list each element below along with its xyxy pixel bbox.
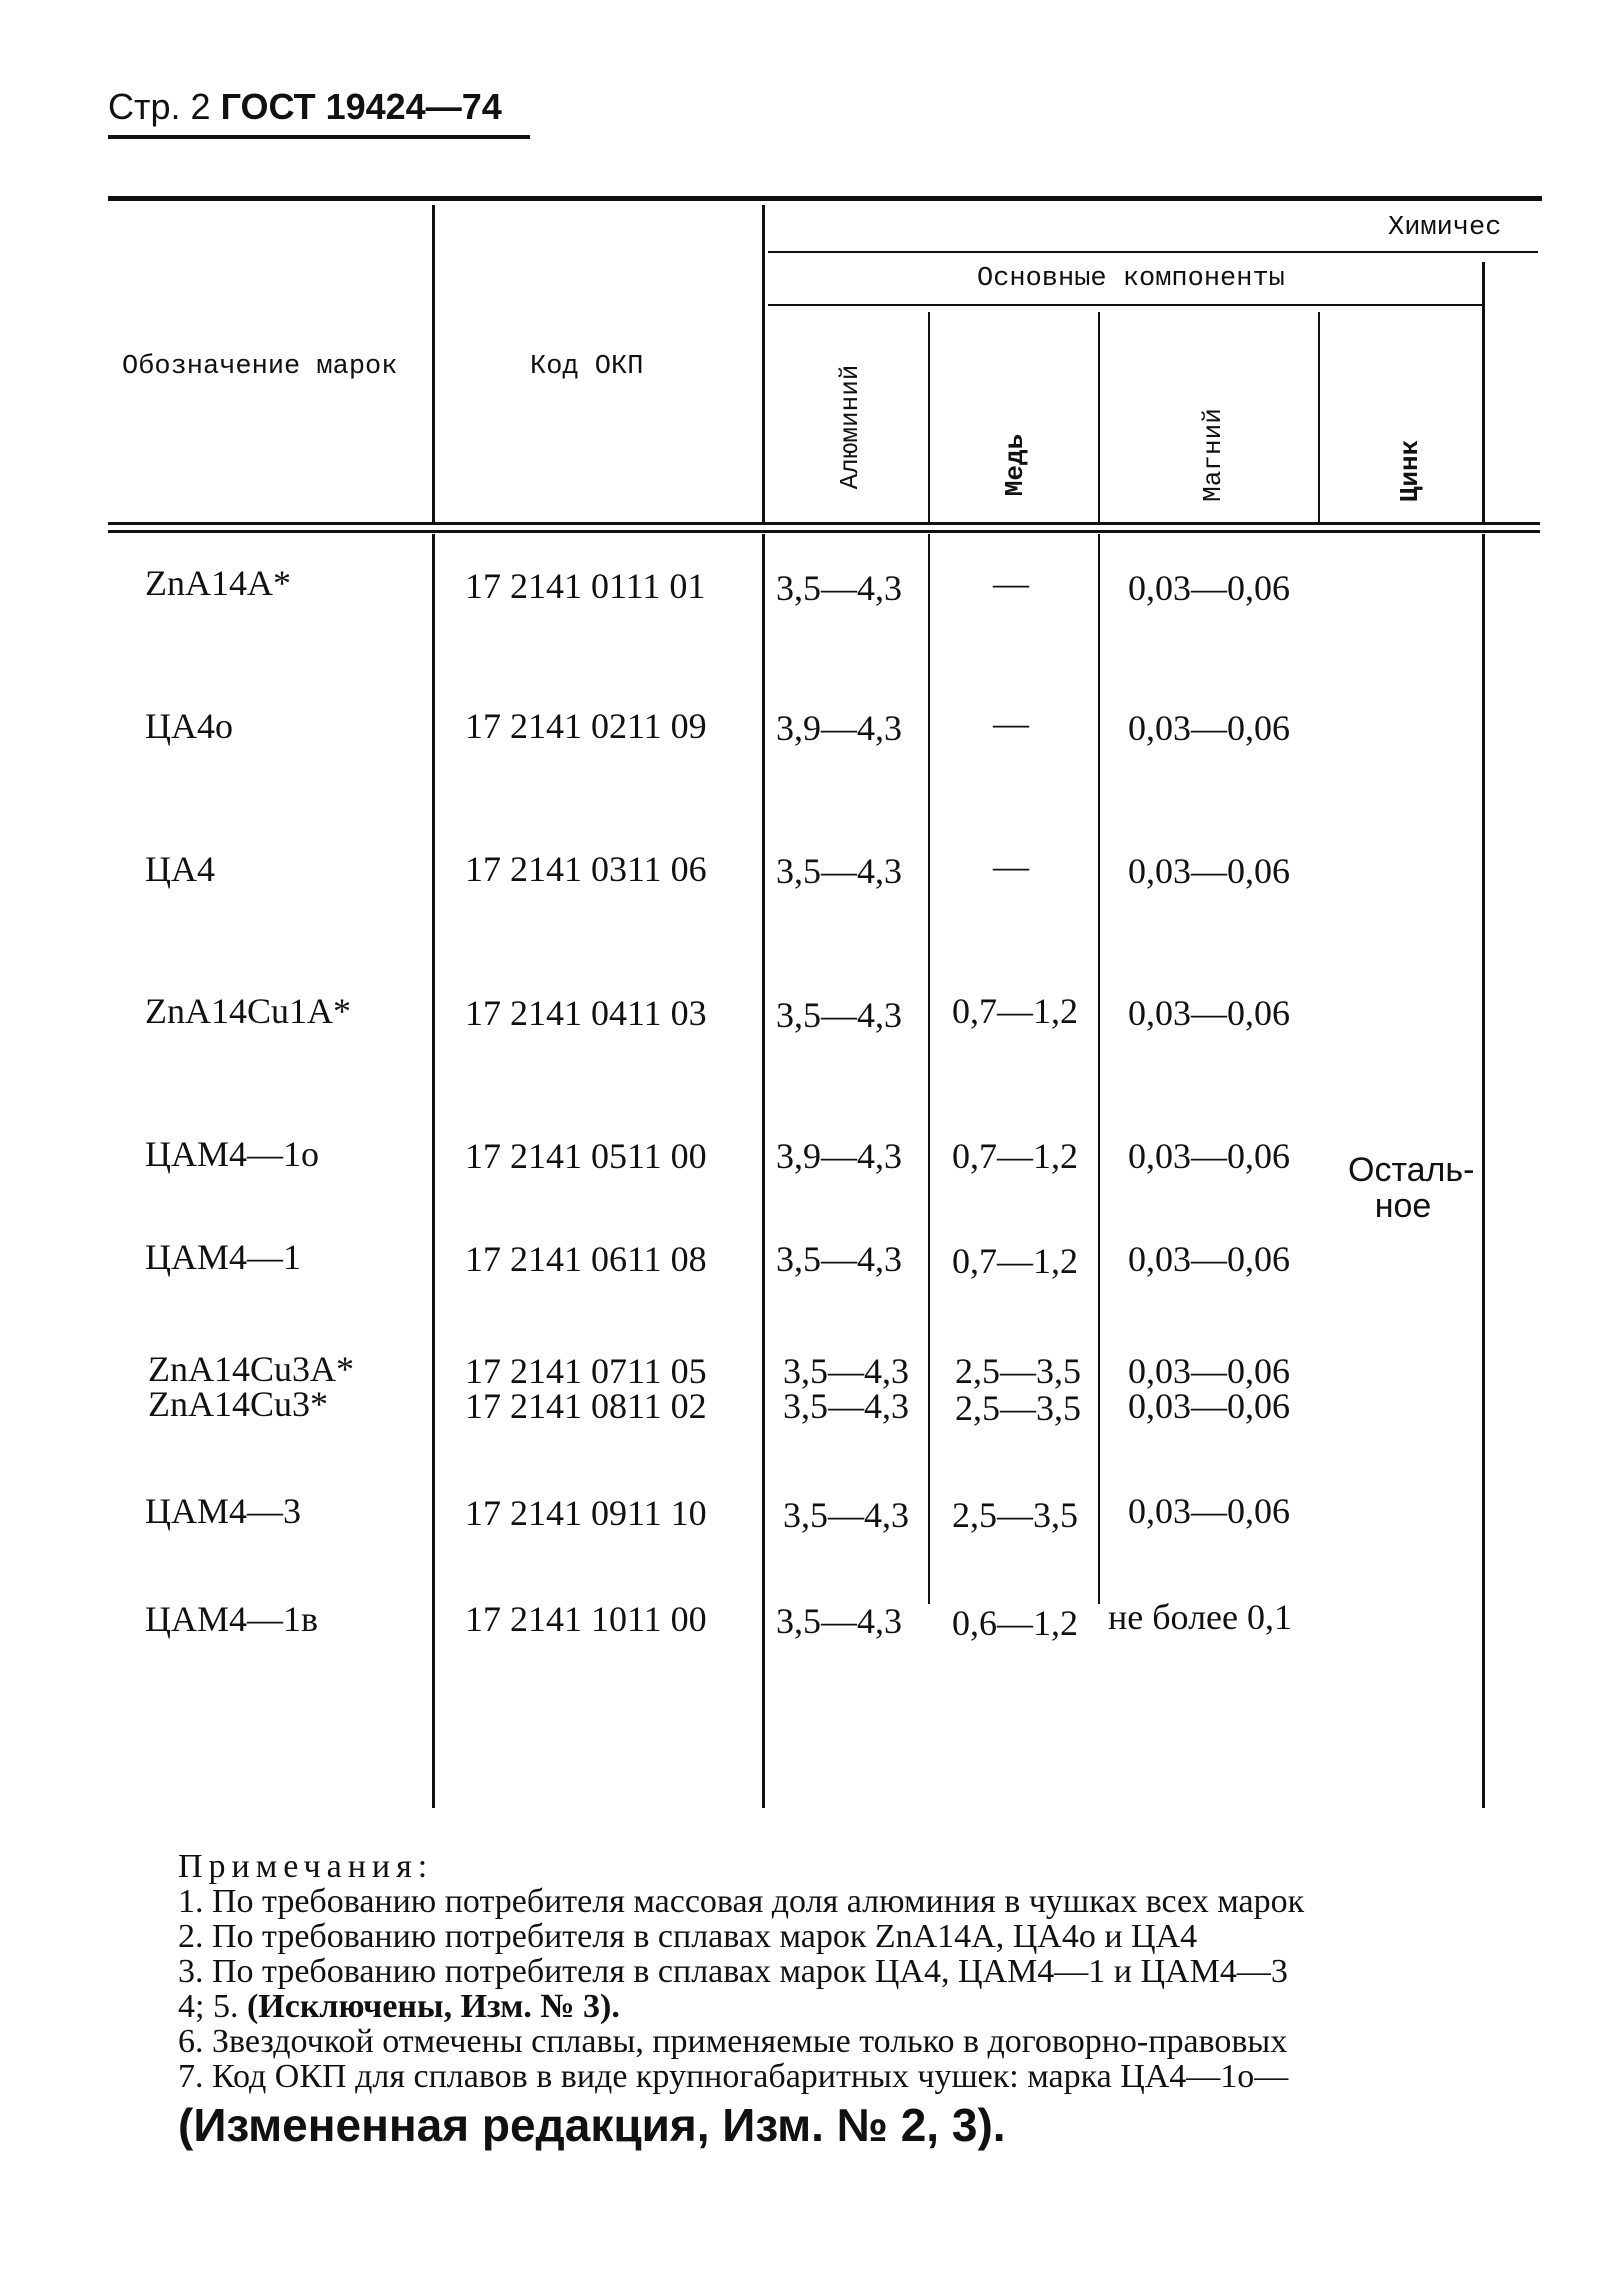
cell-okp-1: 17 2141 0211 09 [465,706,707,746]
cell-grade-2: ЦА4 [145,849,215,889]
cell-mg-5: 0,03—0,06 [1128,1239,1290,1279]
cell-cu-1: — [993,703,1029,743]
note-4-prefix: 4; 5. [178,1988,247,2025]
col-divider-cu-mg-body [1098,534,1100,1604]
cell-grade-7: ZnA14Cu3* [148,1384,328,1424]
cell-cu-0: — [993,563,1029,603]
table-top-rule [108,196,1542,201]
cell-mg-6: 0,03—0,06 [1128,1351,1290,1391]
col-divider-mg-zn [1318,312,1320,525]
col-divider-grade-okp-body [432,534,435,1808]
cell-mg-9: не более 0,1 [1108,1597,1293,1637]
cell-cu-4: 0,7—1,2 [952,1136,1078,1176]
header-okp: Код ОКП [530,352,644,382]
cell-al-3: 3,5—4,3 [776,995,902,1035]
cell-grade-6: ZnA14Cu3A* [148,1349,354,1389]
cell-mg-3: 0,03—0,06 [1128,993,1290,1033]
col-divider-okp-chem-body [762,534,765,1808]
page-number: Стр. 2 [108,86,211,127]
cell-okp-3: 17 2141 0411 03 [465,993,707,1033]
zinc-value-line1: Осталь- [1348,1151,1475,1189]
cell-okp-8: 17 2141 0911 10 [465,1493,707,1533]
header-chemical: Химичес [1388,213,1502,243]
cell-grade-3: ZnA14Cu1A* [145,991,351,1031]
cell-mg-2: 0,03—0,06 [1128,851,1290,891]
header-bottom-rule-1 [108,522,1540,525]
cell-al-1: 3,9—4,3 [776,708,902,748]
cell-cu-3: 0,7—1,2 [952,991,1078,1031]
chem-subrule [768,251,1538,253]
cell-al-8: 3,5—4,3 [783,1495,909,1535]
note-6: 6. Звездочкой отмечены сплавы, применяемые только в договорно-правовых [178,2023,1288,2060]
header-zinc: Цинк [1395,439,1425,503]
revision-note: (Измененная редакция, Изм. № 2, 3). [178,2099,1006,2151]
note-4 [178,1988,620,2026]
cell-grade-5: ЦАМ4—1 [145,1237,302,1277]
header-grade: Обозначение марок [122,352,398,382]
note-2: 2. По требованию потребителя в сплавах марок ZnA14A, ЦА4о и ЦА4 [178,1918,1198,1955]
cell-cu-6: 2,5—3,5 [955,1351,1081,1391]
zinc-value [1348,1151,1475,1225]
cell-grade-9: ЦАМ4—1в [145,1599,319,1639]
header-bottom-rule-2 [108,530,1540,533]
cell-al-4: 3,9—4,3 [776,1136,902,1176]
cell-grade-8: ЦАМ4—3 [145,1491,302,1531]
header-copper: Медь [1000,433,1030,497]
header-magnesium: Магний [1198,408,1228,502]
cell-cu-2: — [993,846,1029,886]
cell-okp-6: 17 2141 0711 05 [465,1351,707,1391]
cell-okp-2: 17 2141 0311 06 [465,849,707,889]
cell-cu-5: 0,7—1,2 [952,1241,1078,1281]
col-divider-okp-chem [762,205,765,525]
main-components-rule [768,304,1482,306]
cell-mg-7: 0,03—0,06 [1128,1386,1290,1426]
cell-cu-8: 2,5—3,5 [952,1495,1078,1535]
header-underline [108,135,530,139]
note-3: 3. По требованию потребителя в сплавах марок ЦА4, ЦАМ4—1 и ЦАМ4—3 [178,1953,1288,1990]
cell-okp-4: 17 2141 0511 00 [465,1136,707,1176]
zinc-value-line2: ное [1374,1187,1432,1225]
note-1: 1. По требованию потребителя массовая доля алюминия в чушках всех марок [178,1883,1305,1920]
cell-al-2: 3,5—4,3 [776,851,902,891]
col-divider-al-cu-body [928,534,930,1604]
cell-mg-1: 0,03—0,06 [1128,708,1290,748]
cell-mg-0: 0,03—0,06 [1128,568,1290,608]
col-divider-zn-right [1482,262,1485,525]
col-divider-al-cu [928,312,930,525]
cell-cu-7: 2,5—3,5 [955,1388,1081,1428]
cell-okp-9: 17 2141 1011 00 [465,1599,707,1639]
cell-cu-9: 0,6—1,2 [952,1603,1078,1643]
cell-al-9: 3,5—4,3 [776,1601,902,1641]
cell-grade-1: ЦА4о [145,706,233,746]
header-main-components: Основные компоненты [977,264,1285,294]
col-divider-grade-okp [432,205,435,525]
page-header [108,86,502,128]
cell-okp-7: 17 2141 0811 02 [465,1386,707,1426]
note-4-bold: (Исключены, Изм. № 3). [246,1988,620,2025]
note-7: 7. Код ОКП для сплавов в виде крупногабаритных чушек: марка ЦА4—1о— [178,2058,1289,2095]
cell-al-5: 3,5—4,3 [776,1239,902,1279]
header-aluminium: Алюминий [835,364,865,490]
notes-title: Примечания: [178,1848,434,1885]
cell-al-0: 3,5—4,3 [776,568,902,608]
cell-al-7: 3,5—4,3 [783,1386,909,1426]
cell-mg-8: 0,03—0,06 [1128,1491,1290,1531]
col-divider-cu-mg [1098,312,1100,525]
standard-number: ГОСТ 19424—74 [220,86,502,127]
cell-mg-4: 0,03—0,06 [1128,1136,1290,1176]
cell-grade-4: ЦАМ4—1о [145,1134,320,1174]
col-divider-zn-right-body [1482,534,1485,1808]
cell-al-6: 3,5—4,3 [783,1351,909,1391]
cell-grade-0: ZnA14A* [145,563,291,603]
cell-okp-5: 17 2141 0611 08 [465,1239,707,1279]
cell-okp-0: 17 2141 0111 01 [465,566,706,606]
